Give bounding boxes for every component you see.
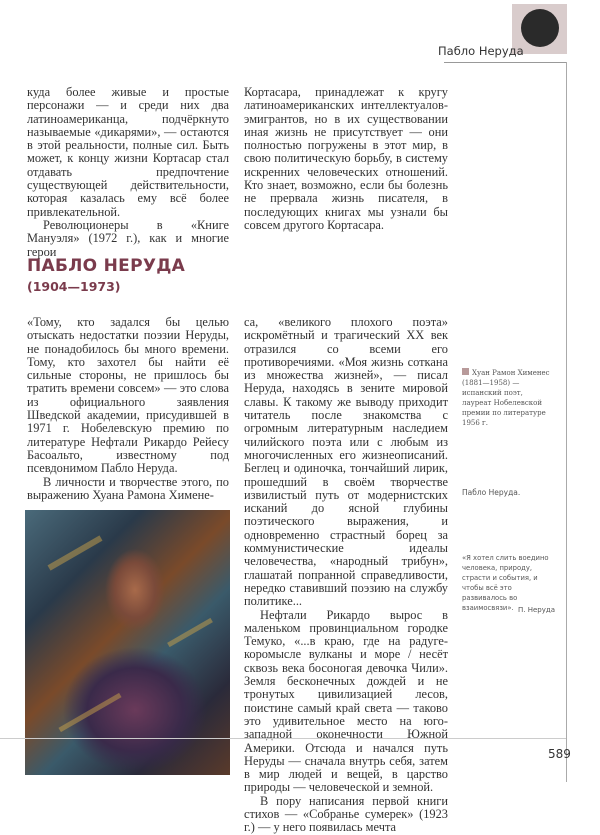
- paragraph: Кортасара, принадлежат к кругу латиноамериканских интеллектуалов-эмигрантов, но в их существовании иная жизнь не присутствует — они полностью погружены в этот мир, в свою политическую борьбу, в систему искренних человеческих отношений. Кто знает, возможно, если бы болезнь не прервала жизнь писателя, в последующих книгах мы узнали бы совсем другого Кортасара.: [244, 85, 448, 232]
- page-number: 589: [548, 747, 571, 761]
- paragraph: Революционеры в «Книге Мануэля» (1972 г.), как и многие герои: [27, 217, 229, 259]
- sidebar-quote: «Я хотел слить воедино человека, природу, страсти и события, и чтобы всё это развивалось во взаимосвязи».: [462, 554, 549, 612]
- caption-jimenez: [462, 368, 554, 428]
- top-column-1: [27, 86, 229, 259]
- quote-author: П. Неруда: [518, 606, 555, 614]
- paragraph: В личности и творчестве этого, по выражению Хуана Рамона Химене-: [27, 474, 229, 502]
- article-column-1: [27, 316, 229, 775]
- paragraph: Нефтали Рикардо вырос в маленьком провинциальном городке Темуко, «...в краю, где на радуге-коромысле вулканы и море / несёт сквозь века босоногая девочка Чили». Земля бесконечных дождей и не тронутых цивилизацией лесов, поистине самый край света — таково это удивительное место на юго-западной оконечности Южной Америки. Отсюда и начался путь Неруды — сначала внутрь себя, затем в мир людей и вещей, в царство природы — человеческой и земной.: [244, 607, 448, 795]
- square-bullet-icon: [462, 368, 469, 375]
- running-head: Пабло Неруда: [438, 44, 524, 58]
- article-years: (1904—1973): [27, 279, 121, 294]
- caption-text: Хуан Рамон Хименес (1881—1958) — испанский поэт, лауреат Нобелевской премии по литературе 1956 г.: [462, 369, 550, 427]
- caption-portrait: Пабло Неруда.: [462, 488, 521, 497]
- paragraph: куда более живые и простые персонажи — и среди них два латиноамериканца, подчёркнуто называемые «дикарями», — остаются в этой реальности, полные сил. Быть может, к концу жизни Кортасар стал отдавать предпочтение существующей действительности, которая казалась ему всё более привлекательной.: [27, 85, 229, 219]
- paragraph: са, «великого плохого поэта» искромётный и трагический XX век отразился со всеми его противоречиями. «Моя жизнь соткана из множества жизней», — писал Неруда, находясь в зените мировой славы. К такому же выводу приходит читатель после знакомства с огромным литературным наследием чилийского поэта или с любым из многочисленных его жизнеописаний. Беглец и одиночка, тончайший лирик, прошедший в своём творчестве извилистый путь от модернистских исканий до ясной глубины поэтического выражения, и одновременно страстный борец за коммунистические идеалы человечества, «народный трибун», глашатай попранной справедливости, нередко ставивший поэзию на службу политике...: [244, 315, 448, 609]
- paragraph: «Тому, кто задался бы целью отыскать недостатки поэзии Неруды, не понадобилось бы много времени. Тому, кто захотел бы найти её сильные стороны, не пришлось бы тратить времени совсем» — это слова из официального заявления Шведской академии, присудившей в 1971 г. Нобелевскую премию по литературе Нефтали Рикардо Рейесу Басоальто, известному под псевдонимом Пабло Неруда.: [27, 315, 229, 476]
- top-column-2: [244, 86, 448, 232]
- paragraph: В пору написания первой книги стихов — «Собранье сумерек» (1923 г.) — у него появилась мечта: [244, 793, 448, 835]
- footer-rule: [0, 738, 566, 739]
- globe-icon: [521, 9, 559, 47]
- header-rule: [444, 62, 567, 63]
- article-column-2: [244, 316, 448, 835]
- portrait-painting: [25, 510, 230, 775]
- article-title: ПАБЛО НЕРУДА: [27, 256, 186, 276]
- margin-rule: [566, 62, 567, 782]
